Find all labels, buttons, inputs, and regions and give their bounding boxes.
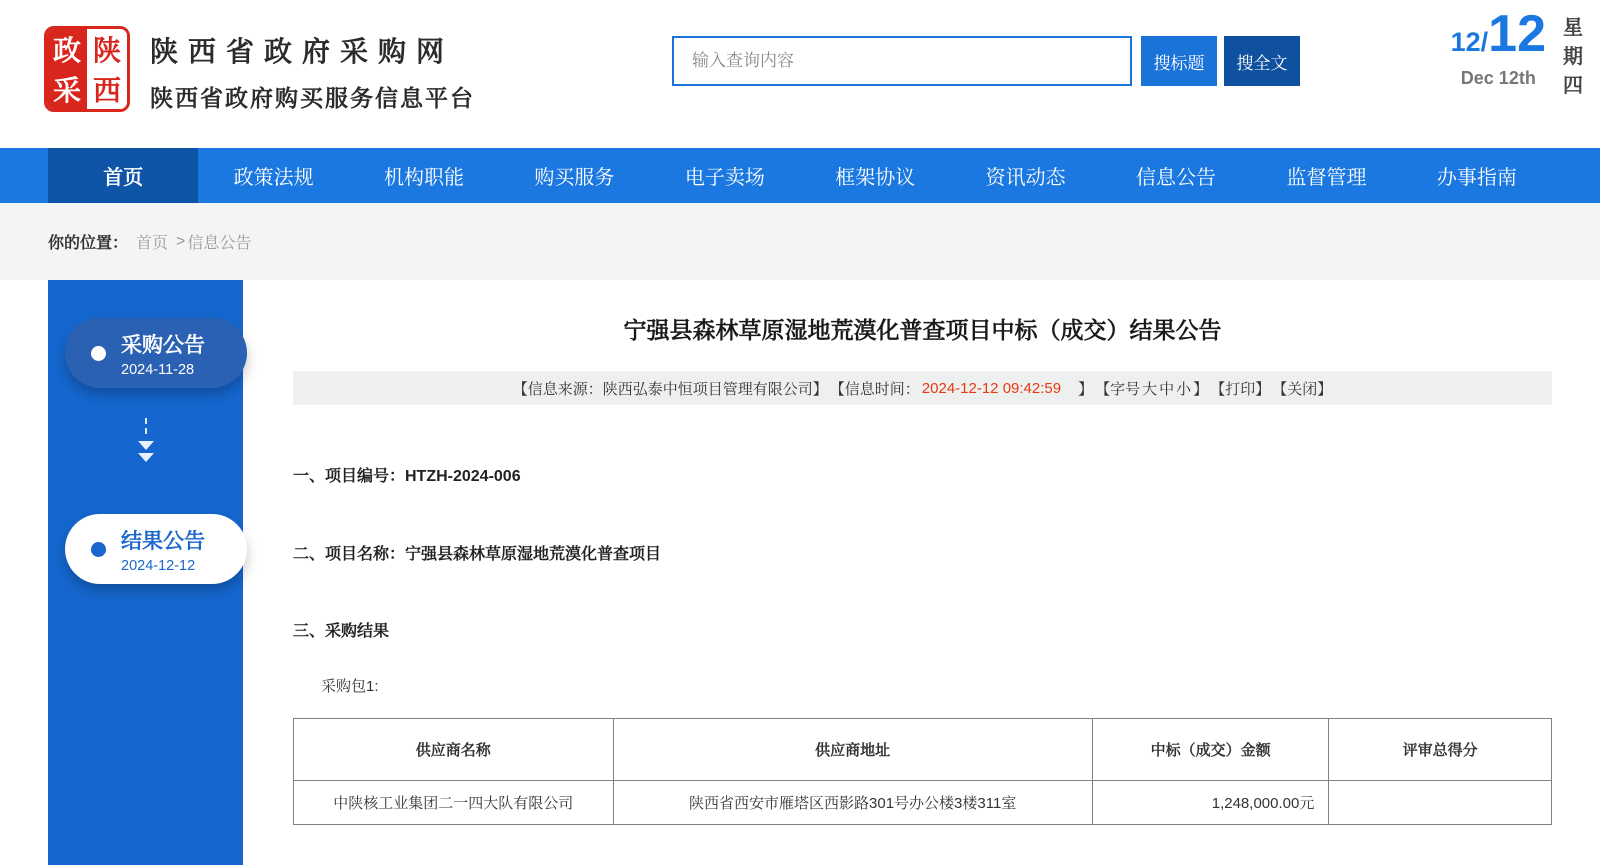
article-meta-bar [293, 371, 1552, 405]
nav-item-supervision[interactable]: 监督管理 [1286, 167, 1367, 189]
date-english: Dec 12th [1460, 68, 1536, 88]
col-award-amount: 中标（成交）金额 [1092, 719, 1329, 781]
article-title: 宁强县森林草原湿地荒漠化普查项目中标（成交）结果公告 [623, 317, 1222, 343]
timeline-item-procurement-notice[interactable] [65, 318, 247, 388]
nav-item-home[interactable]: 首页 [48, 148, 198, 203]
breadcrumb-home-link[interactable]: 首页 [136, 235, 169, 252]
meta-source: 【信息来源：陕西弘泰中恒项目管理有限公司】 [512, 380, 828, 398]
cell-supplier-name: 中陕核工业集团二一四大队有限公司 [294, 781, 614, 825]
date-day: 12 [1488, 5, 1546, 63]
search-bar [672, 36, 1300, 86]
fontsize-large-button[interactable]: 大 [1142, 380, 1158, 398]
logo-char: 陕 [87, 29, 127, 69]
arrow-down-icon [48, 418, 243, 462]
nav-item-guide[interactable]: 办事指南 [1436, 167, 1517, 189]
breadcrumb-separator: > [176, 232, 186, 250]
site-logo-seal-icon[interactable] [44, 26, 130, 112]
date-month: 12/ [1450, 27, 1489, 57]
search-input[interactable] [672, 36, 1132, 86]
logo-char: 政 [47, 29, 87, 69]
site-header [0, 0, 1600, 148]
nav-item-framework-agreements[interactable]: 框架协议 [835, 167, 916, 189]
search-title-button[interactable]: 搜标题 [1141, 36, 1217, 86]
breadcrumb-announcements-link[interactable]: 信息公告 [187, 235, 252, 252]
col-review-score: 评审总得分 [1329, 719, 1552, 781]
cell-review-score [1329, 781, 1552, 825]
package-label: 采购包1: [321, 678, 379, 695]
section-procurement-result: 三、采购结果 [293, 623, 390, 640]
section-project-number: 一、项目编号：HTZH-2024-006 [293, 468, 521, 485]
nav-item-policies[interactable]: 政策法规 [233, 167, 314, 189]
logo-char: 西 [87, 69, 127, 109]
cell-supplier-address: 陕西省西安市雁塔区西影路301号办公楼3楼311室 [613, 781, 1092, 825]
meta-fontsize-suffix: 】 [1193, 380, 1209, 398]
timeline-dot-icon [91, 346, 106, 361]
nav-item-announcements[interactable]: 信息公告 [1136, 167, 1217, 189]
date-weekday: 星期四 [1563, 17, 1583, 97]
timeline-dot-icon [91, 542, 106, 557]
site-subtitle: 陕西省政府购买服务信息平台 [150, 85, 475, 111]
logo-char: 采 [47, 69, 87, 109]
timeline-item-title: 采购公告 [121, 333, 205, 357]
breadcrumb [0, 203, 1600, 280]
timeline-item-date: 2024-12-12 [121, 557, 196, 574]
col-supplier-address: 供应商地址 [613, 719, 1092, 781]
fontsize-medium-button[interactable]: 中 [1159, 380, 1175, 398]
nav-item-functions[interactable]: 机构职能 [384, 167, 465, 189]
meta-fontsize-label: 【字号 [1095, 380, 1141, 398]
date-widget [1450, 5, 1584, 101]
result-table [293, 718, 1552, 825]
nav-item-news[interactable]: 资讯动态 [985, 167, 1066, 189]
timeline-item-title: 结果公告 [121, 529, 205, 553]
meta-time-value: 2024-12-12 09:42:59 [921, 379, 1062, 397]
meta-time-prefix: 【信息时间： [829, 380, 920, 398]
col-supplier-name: 供应商名称 [294, 719, 614, 781]
nav-item-e-marketplace[interactable]: 电子卖场 [684, 167, 765, 189]
breadcrumb-label: 你的位置： [48, 235, 129, 252]
search-fulltext-button[interactable]: 搜全文 [1224, 36, 1300, 86]
main-area [0, 280, 1600, 865]
fontsize-small-button[interactable]: 小 [1176, 380, 1192, 398]
table-row [294, 781, 1552, 825]
print-button[interactable]: 【打印】 [1210, 380, 1271, 398]
nav-item-purchase-services[interactable]: 购买服务 [534, 167, 615, 189]
article-content [243, 280, 1600, 865]
site-title: 陕西省政府采购网 [150, 36, 455, 67]
close-button[interactable]: 【关闭】 [1272, 380, 1333, 398]
cell-award-amount: 1,248,000.00元 [1092, 781, 1329, 825]
table-header-row [294, 719, 1552, 781]
timeline-sidebar [48, 280, 243, 865]
main-nav [0, 148, 1600, 203]
site-titles [150, 30, 475, 113]
meta-time-suffix: 】 [1063, 380, 1094, 398]
timeline-item-result-notice[interactable] [65, 514, 247, 584]
timeline-item-date: 2024-11-28 [121, 361, 195, 378]
section-project-name: 二、项目名称：宁强县森林草原湿地荒漠化普查项目 [293, 546, 662, 563]
